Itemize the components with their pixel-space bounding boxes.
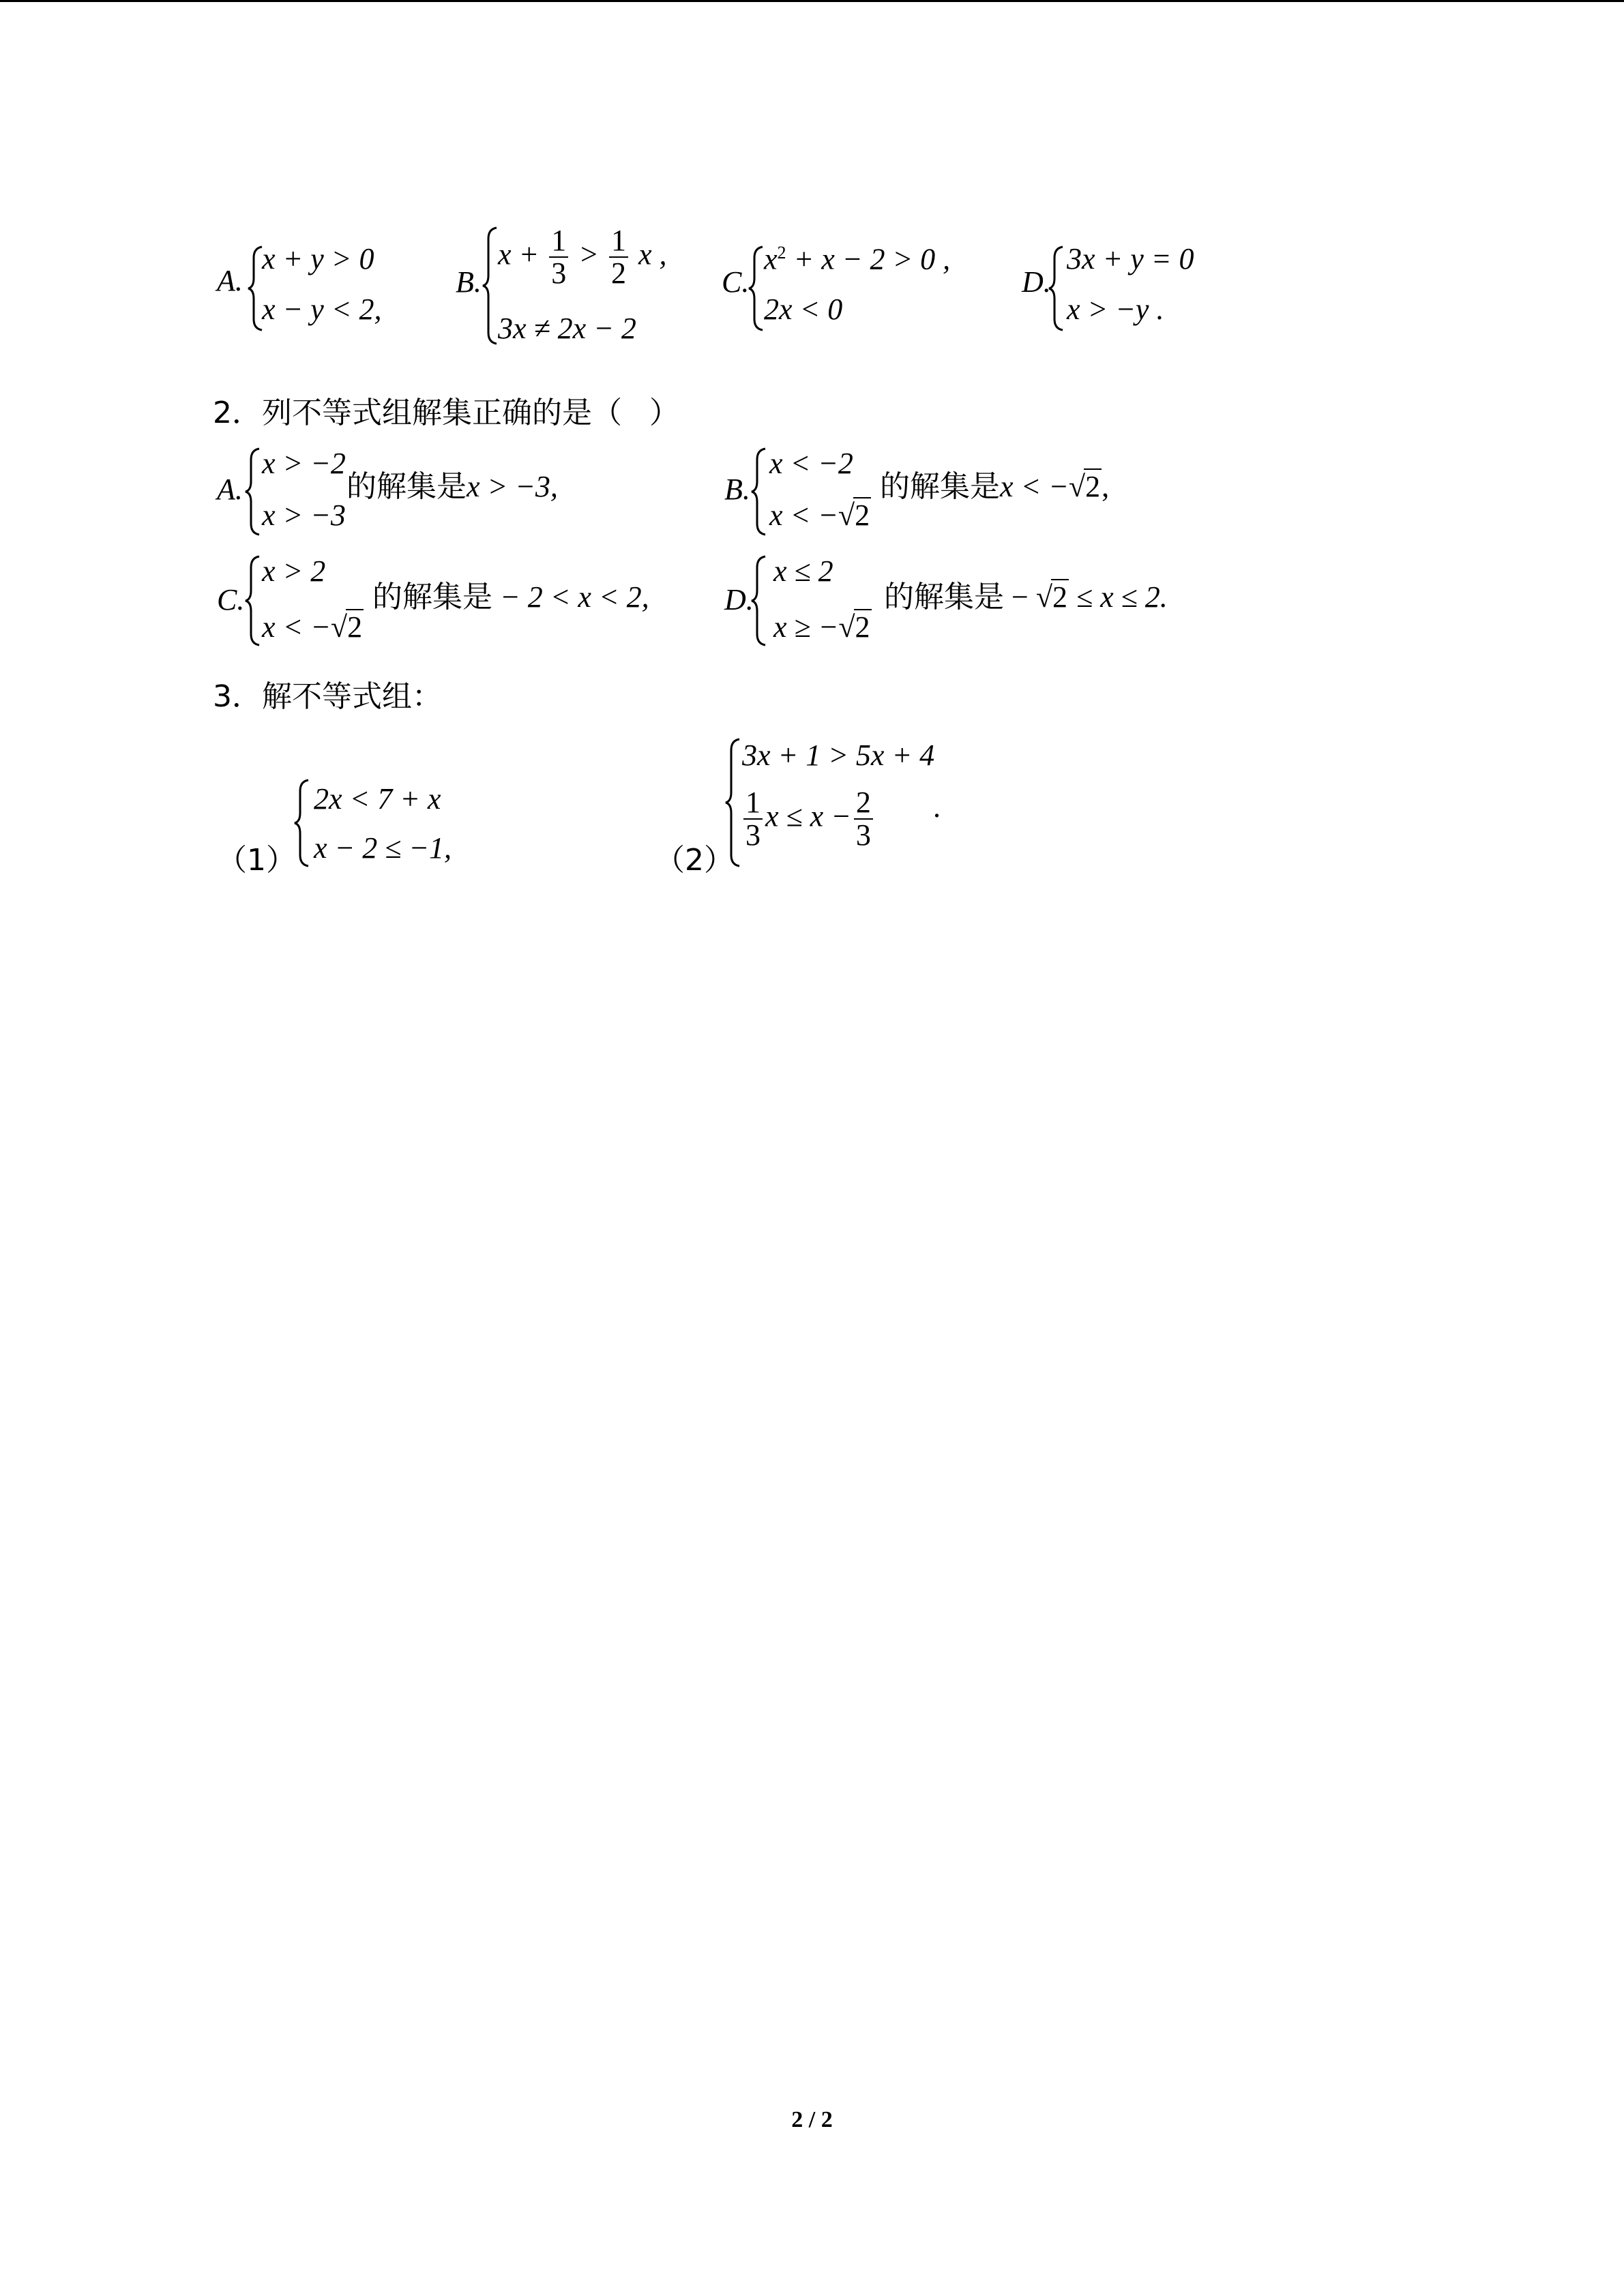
q3-part-2-period: . bbox=[933, 790, 941, 824]
q2-option-a-label: A. bbox=[217, 473, 243, 506]
q3-part-2-line-1: 3x + 1 > 5x + 4 bbox=[742, 739, 935, 772]
q3-part-1-label: （1） bbox=[217, 843, 296, 878]
q1-option-b-line-2: 3x ≠ 2x − 2 bbox=[498, 312, 636, 345]
q1-option-a-line-1: x + y > 0 bbox=[262, 242, 374, 275]
q1-option-c-label: C. bbox=[722, 265, 750, 299]
q3-part-2-fraction-one-third: $\frac{1}{3}$ bbox=[743, 787, 763, 851]
q2-option-a-conclusion: 的解集是x > −3, bbox=[346, 469, 558, 504]
q2-option-b-brace bbox=[749, 446, 769, 537]
q1-option-b-label: B. bbox=[456, 265, 482, 299]
question-2-stem: 2．列不等式组解集正确的是（ ） bbox=[213, 396, 679, 430]
q1-option-d-line-1: 3x + y = 0 bbox=[1067, 242, 1194, 275]
q2-option-b-line-1: x < −2 bbox=[769, 447, 853, 480]
q2-option-b-label: B. bbox=[724, 473, 750, 506]
q2-option-d-sqrt-2: √2 bbox=[838, 610, 870, 644]
q1-option-d-label: D. bbox=[1022, 265, 1051, 299]
q1-option-c-line-1: $x^2 + x - 2 > 0$ , bbox=[764, 242, 951, 276]
q1-option-d-brace bbox=[1046, 244, 1067, 333]
q2-option-d-conclusion-sqrt: √2 bbox=[1035, 580, 1067, 614]
q1-option-a-label: A. bbox=[217, 264, 243, 297]
question-3-stem: 3．解不等式组： bbox=[213, 679, 442, 714]
q2-option-b-line-2: x < −√2 bbox=[769, 498, 870, 532]
q2-option-c-brace bbox=[243, 554, 263, 648]
q3-part-1-brace bbox=[292, 777, 312, 869]
q3-part-2-fraction-two-thirds: $\frac{2}{3}$ bbox=[854, 787, 873, 851]
q3-part-1-line-1: 2x < 7 + x bbox=[314, 782, 441, 816]
q2-option-a-line-2: x > −3 bbox=[262, 498, 346, 532]
q2-option-d-line-1: x ≤ 2 bbox=[773, 554, 833, 588]
q1-option-d-line-2: x > −y . bbox=[1067, 293, 1164, 326]
q2-option-c-label: C. bbox=[217, 583, 245, 616]
top-border-line bbox=[0, 0, 1624, 2]
q2-option-b-sqrt-2: √2 bbox=[838, 498, 870, 532]
q2-option-d-brace bbox=[749, 554, 769, 648]
q2-option-c-line-2: x < −√2 bbox=[262, 610, 363, 644]
q2-option-a-line-1: x > −2 bbox=[262, 447, 346, 480]
q2-option-d-label: D. bbox=[724, 583, 754, 616]
q2-option-c-sqrt-2: √2 bbox=[330, 610, 363, 644]
q1-option-b-fraction-one-third: $\frac{1}{3}$ bbox=[549, 225, 568, 289]
q2-option-b-conclusion: 的解集是x < −√2, bbox=[880, 469, 1110, 504]
q1-option-b-fraction-one-half: $\frac{1}{2}$ bbox=[609, 225, 628, 289]
q1-option-b-line-1: x + $\frac{1}{3}$ > $\frac{1}{2}$ x , bbox=[498, 224, 667, 290]
q3-part-1-line-2: x − 2 ≤ −1, bbox=[314, 831, 452, 865]
q2-option-b-conclusion-sqrt: √2 bbox=[1068, 470, 1101, 503]
q1-option-a-line-2: x − y < 2, bbox=[262, 293, 382, 326]
page-number: 2 / 2 bbox=[791, 2107, 833, 2132]
q1-option-c-line-2: 2x < 0 bbox=[764, 293, 843, 326]
q2-option-d-line-2: x ≥ −√2 bbox=[773, 610, 870, 644]
q2-option-d-conclusion: 的解集是 − √2 ≤ x ≤ 2. bbox=[884, 580, 1168, 614]
q3-part-2-line-2: $\frac{1}{3}$ x ≤ x − $\frac{2}{3}$ bbox=[741, 787, 876, 851]
q2-option-c-conclusion: 的解集是 − 2 < x < 2, bbox=[372, 580, 649, 614]
q2-option-c-line-1: x > 2 bbox=[262, 554, 326, 588]
q3-part-2-label: （2） bbox=[655, 843, 734, 878]
q2-option-a-brace bbox=[243, 446, 263, 537]
